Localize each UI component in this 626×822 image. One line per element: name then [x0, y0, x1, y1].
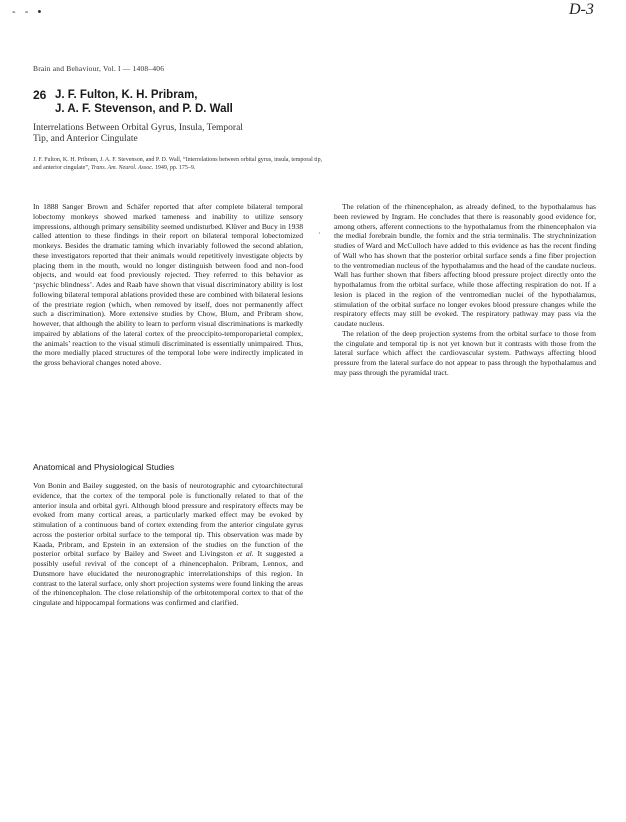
article-title — [33, 123, 313, 145]
paragraph-anatomical-italic: et al. — [236, 549, 254, 559]
citation-journal: Trans. Am. Neurol. Assoc. — [90, 165, 154, 171]
author-line-2: J. A. F. Stevenson, and P. D. Wall — [55, 103, 233, 115]
author-list — [55, 88, 375, 116]
left-column-intro — [33, 202, 303, 368]
paragraph-anatomical — [33, 481, 303, 608]
margin-tick: · — [318, 229, 321, 238]
handwritten-annotation: D-3 — [569, 1, 594, 18]
running-head: Brain and Behaviour, Vol. I — 1408–406 — [33, 64, 165, 73]
article-number: 26 — [33, 88, 47, 102]
author-line-1: J. F. Fulton, K. H. Pribram, — [55, 89, 198, 101]
citation-tail: 1949, pp. 175–9. — [154, 165, 196, 171]
paragraph-anatomical-text: Von Bonin and Bailey suggested, on the basis of neurotographic and cytoarchitectural evidence, that the cortex of the temporal pole is functionally related to that of the anterior insula and orbital gyri. Although blood pressure and respiratory effects may be evoked from many cortical areas, a particularly marked effect may be evoked by stimulation of a continuous band of cortex extending from the anterior cingulate gyrus across the posterior orbital surface to the temporal tip. This observation was made by Kaada, Pribram, and Epstein in an extension of the studies on the function of the posterior orbital surface by Bailey and Sweet and Livingston — [33, 481, 303, 559]
title-line-2: Tip, and Anterior Cingulate — [33, 134, 138, 144]
section-heading: Anatomical and Physiological Studies — [33, 462, 175, 472]
paragraph-deep-projection: The relation of the deep projection systems from the orbital surface to those from the cingulate and temporal tip is not yet known but it contrasts with those from the lateral surface which affect the cardiovascular system. Pathways affecting blood pressure from the lateral surface do not appear to pass through the hypothalamus and may pass through the pyramidal tract. — [334, 328, 596, 377]
right-column — [334, 202, 596, 378]
citation — [33, 156, 323, 172]
left-column-section — [33, 481, 303, 608]
title-line-1: Interrelations Between Orbital Gyrus, Insula, Temporal — [33, 123, 243, 133]
citation-text: J. F. Fulton, K. H. Pribram, J. A. F. Stevenson, and P. D. Wall, “Interrelations between orbital gyrus, insula, temporal tip, and anterior cingulate”, — [33, 157, 323, 171]
paragraph-intro: In 1888 Sanger Brown and Schäfer reported that after complete bilateral temporal lobectomy monkeys showed marked tameness and inability to utilize sensory impressions, although primary sensibility seemed undisturbed. Klüver and Bucy in 1938 called attention to these findings in their report on bilateral temporal lobectomized monkeys. Besides the dramatic taming which invariably followed the second ablation, these investigators reported that their animals would repetitively investigate objects by placing them in the mouth, would no longer distinguish between food and non-food objects, and would eat food previously rejected. They referred to this behavior as ‘psychic blindness’. Ades and Raab have shown that visual discriminatory ability is lost following bilateral temporal ablations provided these are combined with bilateral lesions of the prestriate region (which, when removed by itself, does not permanently affect such a discrimination). More extensive studies by Chow, Blum, and Pribram show, however, that although the ability to learn to perform visual discriminations is markedly impaired by ablations of the lateral cortex of the preoccipito-temporoparietal complex, the animals’ reaction to the visual stimuli discriminated is essentially unimpaired. Thus, the more medially placed structures of the temporal lobe were indirectly implicated in the gross behavioral changes noted above. — [33, 202, 303, 367]
corner-mark: - - • — [12, 6, 45, 18]
paragraph-anatomical-tail: It suggested a possibly useful revival of the concept of a rhinencephalon. Pribram, Lennox, and Dunsmore have elucidated the neuronographic interrelationships of this region. In contrast to the lateral surface, only short projection systems were found linking the areas of the rhinencephalon. The close relationship of the orbitotemporal cortex to that of the cingulate and hippocampal formations was confirmed and clarified. — [33, 549, 304, 607]
paragraph-hypothalamus: The relation of the rhinencephalon, as already defined, to the hypothalamus has been reviewed by Ingram. He concludes that there is reasonably good evidence for, among others, afferent connections to the hypothalamus from the rhinencephalon via the medial forebrain bundle, the fornix and the stria terminalis. The strychninization studies of Ward and McCulloch have added to this evidence as has the recent finding of Wall who has shown that the posterior orbital surface sends a fine fiber projection to the ventromedian nucleus of the hypothalamus and the head of the caudate nucleus. Wall has further shown that fibers affecting blood pressure project directly onto the hypothalamus from the orbital surface, while those affecting respiration do not. If a lesion is placed in the region of the ventromedian nuclei of the hypothalamus, stimulation of the orbital surface no longer evokes blood pressure changes while the respiratory effects may still be evoked. The respiratory pathway may pass via the caudate nucleus. — [334, 202, 596, 328]
